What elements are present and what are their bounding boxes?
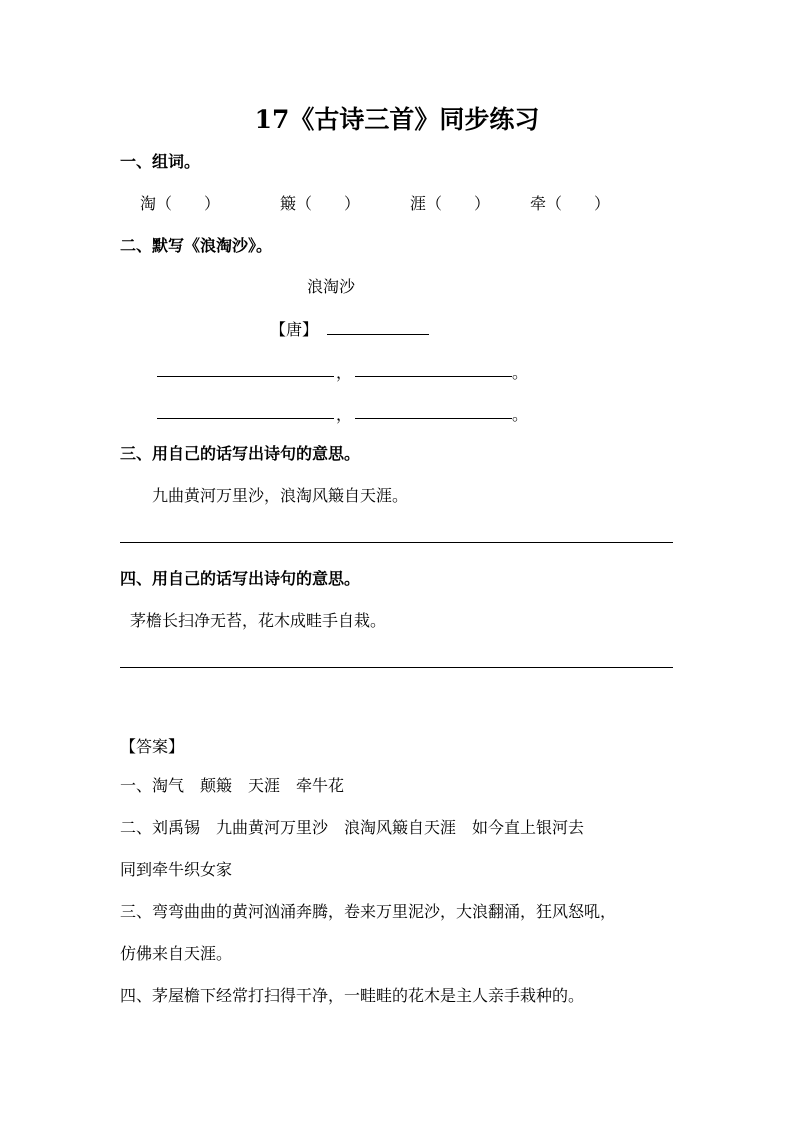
answer-line: 四、茅屋檐下经常打扫得干净，一畦畦的花木是主人亲手栽种的。	[120, 986, 585, 1005]
section-4-verse: 茅檐长扫净无苔，花木成畦手自栽。	[130, 611, 387, 630]
section-2-heading: 二、默写《浪淘沙》。	[120, 236, 273, 255]
answer-line: 三、弯弯曲曲的黄河汹涌奔腾，卷来万里泥沙，大浪翻涌，狂风怒吼，	[120, 902, 617, 921]
section-3-answer-line[interactable]	[120, 542, 673, 543]
section-3-heading: 三、用自己的话写出诗句的意思。	[120, 444, 361, 463]
dynasty-label: 【唐】	[270, 320, 319, 339]
section-3-verse: 九曲黄河万里沙，浪淘风簸自天涯。	[152, 486, 409, 505]
answer-line: 仿佛来自天涯。	[120, 944, 233, 963]
period-mark: 。	[512, 363, 529, 382]
word-item-bo: 簸（ ）	[280, 194, 361, 213]
author-blank[interactable]	[327, 334, 429, 335]
answer-line: 一、淘气 颠簸 天涯 牵牛花	[120, 776, 345, 795]
poem-title: 浪淘沙	[307, 277, 356, 296]
word-item-tao: 淘（ ）	[140, 194, 221, 213]
section-1-heading: 一、组词。	[120, 152, 201, 171]
comma-mark: ，	[336, 405, 353, 424]
period-mark: 。	[512, 405, 529, 424]
answer-line: 二、刘禹锡 九曲黄河万里沙 浪淘风簸自天涯 如今直上银河去	[120, 818, 585, 837]
comma-mark: ，	[336, 363, 353, 382]
poem-blank-line-4[interactable]	[355, 418, 512, 419]
poem-blank-line-2[interactable]	[355, 376, 512, 377]
answers-heading: 【答案】	[120, 737, 185, 756]
poem-blank-line-3[interactable]	[157, 418, 334, 419]
poem-blank-line-1[interactable]	[157, 376, 334, 377]
page-title: 17《古诗三首》同步练习	[254, 105, 540, 134]
answer-line: 同到牵牛织女家	[120, 860, 233, 879]
word-item-ya: 涯（ ）	[410, 194, 491, 213]
section-4-heading: 四、用自己的话写出诗句的意思。	[120, 569, 361, 588]
word-item-qian: 牵（ ）	[530, 194, 611, 213]
section-4-answer-line[interactable]	[120, 667, 673, 668]
